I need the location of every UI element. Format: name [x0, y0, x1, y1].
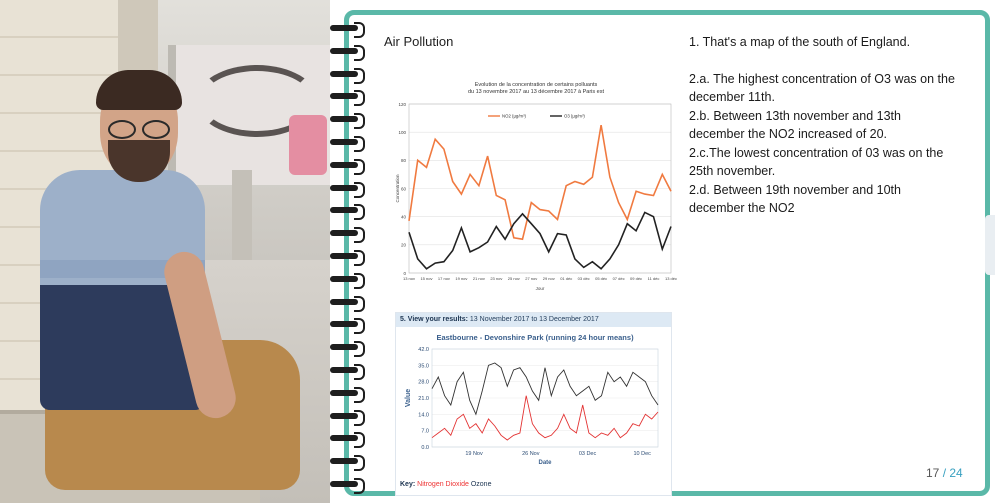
key-ozone: Ozone — [470, 481, 492, 488]
x-tick-label: 15 nov — [420, 276, 433, 281]
x-tick-label: 09 déc — [630, 276, 643, 281]
y-tick-label: 21.0 — [418, 396, 429, 402]
series-line — [409, 125, 671, 239]
y-tick-label: 35.0 — [418, 363, 429, 370]
y-tick-label: 80 — [400, 158, 406, 164]
x-tick-label: 10 Dec — [633, 451, 651, 457]
x-axis-label: Jour — [535, 286, 545, 291]
answer-line: 2.b. Between 13th november and 13th december the NO2 increased of 20. — [689, 108, 901, 141]
y-axis-label: Value — [405, 388, 412, 408]
x-tick-label: 07 déc — [612, 276, 625, 281]
page-current: 17 — [926, 466, 940, 480]
spiral-ring — [330, 385, 370, 401]
y-tick-label: 7.0 — [421, 428, 429, 435]
x-tick-label: 01 déc — [560, 276, 573, 281]
x-axis-label: Date — [538, 460, 552, 466]
x-tick-label: 26 Nov — [522, 451, 540, 457]
spiral-ring — [330, 202, 370, 218]
answer-line: 2.a. The highest concentration of O3 was on the december 11th. — [689, 71, 955, 104]
x-tick-label: 21 nov — [472, 276, 485, 281]
answers-text — [689, 33, 959, 218]
paris-pollution-chart — [393, 78, 679, 300]
next-page-tab[interactable] — [985, 215, 995, 275]
y-tick-label: 0.0 — [421, 445, 429, 451]
spiral-ring — [330, 316, 370, 332]
spiral-ring — [330, 453, 370, 469]
answer-line: 2.d. Between 19th november and 10th december the NO2 — [689, 182, 901, 215]
spiral-ring — [330, 20, 370, 36]
spiral-ring — [330, 43, 370, 59]
spiral-ring — [330, 294, 370, 310]
spiral-ring — [330, 271, 370, 287]
x-tick-label: 11 déc — [647, 276, 660, 281]
photo-poster — [168, 45, 330, 185]
legend-label: NO2 (µg/m³) — [502, 113, 526, 119]
y-tick-label: 40 — [400, 214, 406, 220]
chart-title: Evolution de la concentration de certains polluants — [474, 82, 598, 88]
x-tick-label: 03 déc — [577, 276, 590, 281]
chart-title: Eastbourne - Devonshire Park (running 24 hour means) — [436, 333, 634, 342]
spiral-ring — [330, 248, 370, 264]
x-tick-label: 27 nov — [525, 276, 538, 281]
teacher-photo — [0, 0, 330, 503]
answer-line: 2.c.The lowest concentration of 03 was on the 25th november. — [689, 145, 944, 178]
y-tick-label: 28.0 — [418, 379, 429, 386]
page-counter — [926, 466, 963, 480]
chart-subtitle: du 13 novembre 2017 au 13 décembre 2017 à Paris est — [467, 89, 605, 95]
x-tick-label: 17 nov — [437, 276, 450, 281]
spiral-ring — [330, 157, 370, 173]
spiral-ring — [330, 225, 370, 241]
x-tick-label: 19 nov — [455, 276, 468, 281]
x-tick-label: 13 déc — [664, 276, 678, 281]
eastbourne-chart — [396, 329, 671, 479]
key-no2: Nitrogen Dioxide — [417, 481, 469, 488]
spiral-ring — [330, 134, 370, 150]
x-tick-label: 13 nov — [402, 276, 416, 281]
eastbourne-panel — [395, 312, 672, 496]
x-tick-label: 19 Nov — [465, 451, 483, 457]
legend-label: O3 (µg/m³) — [564, 113, 585, 119]
glasses-icon — [108, 120, 172, 136]
series-line — [432, 396, 658, 440]
y-tick-label: 60 — [400, 186, 406, 192]
spiral-ring — [330, 362, 370, 378]
answer-line: 1. That's a map of the south of England. — [689, 35, 911, 49]
x-tick-label: 05 déc — [595, 276, 608, 281]
page-total: / 24 — [942, 466, 963, 480]
series-line — [432, 363, 658, 414]
spiral-ring — [330, 180, 370, 196]
y-axis-label: Concentration — [395, 174, 400, 203]
series-line — [409, 212, 671, 268]
spiral-ring — [330, 88, 370, 104]
y-tick-label: 100 — [398, 129, 406, 135]
x-tick-label: 03 Dec — [578, 451, 597, 457]
y-tick-label: 42.0 — [418, 347, 429, 353]
spiral-ring — [330, 476, 370, 492]
x-tick-label: 23 nov — [490, 276, 503, 281]
x-tick-label: 29 nov — [542, 276, 555, 281]
y-tick-label: 120 — [398, 101, 406, 107]
spiral-ring — [330, 111, 370, 127]
results-header: 5. View your results: 13 November 2017 to 13 December 2017 — [396, 313, 671, 327]
y-tick-label: 0 — [403, 270, 406, 276]
page-title: Air Pollution — [384, 34, 454, 49]
x-tick-label: 25 nov — [507, 276, 520, 281]
y-tick-label: 20 — [400, 242, 406, 248]
spiral-ring — [330, 430, 370, 446]
y-tick-label: 14.0 — [418, 412, 429, 419]
spiral-ring — [330, 339, 370, 355]
chart-key: Key: Nitrogen Dioxide Ozone — [400, 481, 492, 488]
spiral-binding — [330, 20, 370, 500]
spiral-ring — [330, 408, 370, 424]
spiral-ring — [330, 66, 370, 82]
